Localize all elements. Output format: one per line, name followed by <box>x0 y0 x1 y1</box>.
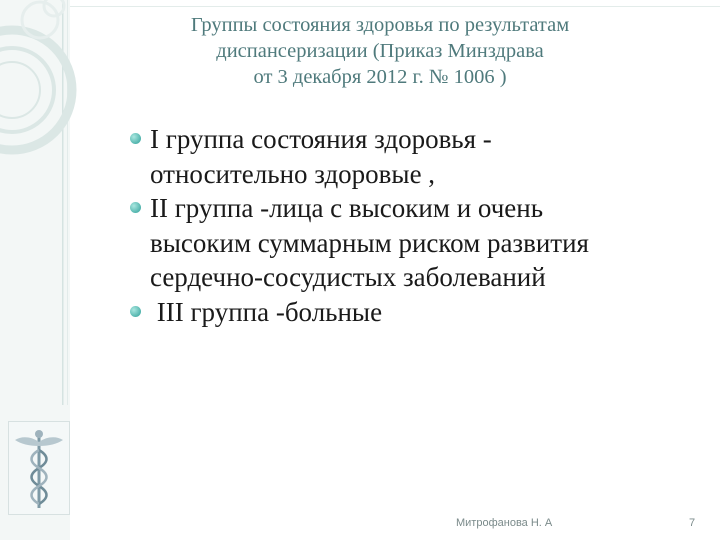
bullet-line: I группа состояния здоровья - <box>150 124 492 154</box>
bullet-list <box>130 122 705 329</box>
title-line: от 3 декабря 2012 г. № 1006 ) <box>253 66 507 88</box>
bullet-line: II группа -лица с высоким и очень <box>150 193 544 223</box>
bullet-dot-icon <box>130 202 141 213</box>
slide-title <box>160 12 600 90</box>
bullet-line: сердечно-сосудистых заболеваний <box>150 262 546 292</box>
caduceus-emblem <box>8 421 70 515</box>
bullet-line: III группа -больные <box>150 296 383 327</box>
bullet-line: относительно здоровые , <box>150 158 436 189</box>
caduceus-icon <box>9 422 69 514</box>
bullet-line: высоким суммарным риском развития <box>150 227 589 258</box>
bullet-dot-icon <box>130 133 141 144</box>
title-line: Группы состояния здоровья по результатам <box>190 14 570 36</box>
title-line: диспансеризации (Приказ Минздрава <box>216 40 544 62</box>
bullet-item-group-2 <box>130 191 705 295</box>
bullet-dot-icon <box>130 306 141 317</box>
bullet-item-group-1 <box>130 122 705 191</box>
bullet-item-group-3 <box>130 295 705 330</box>
footer-author: Митрофанова Н. А <box>456 517 553 529</box>
page-number: 7 <box>689 517 696 529</box>
